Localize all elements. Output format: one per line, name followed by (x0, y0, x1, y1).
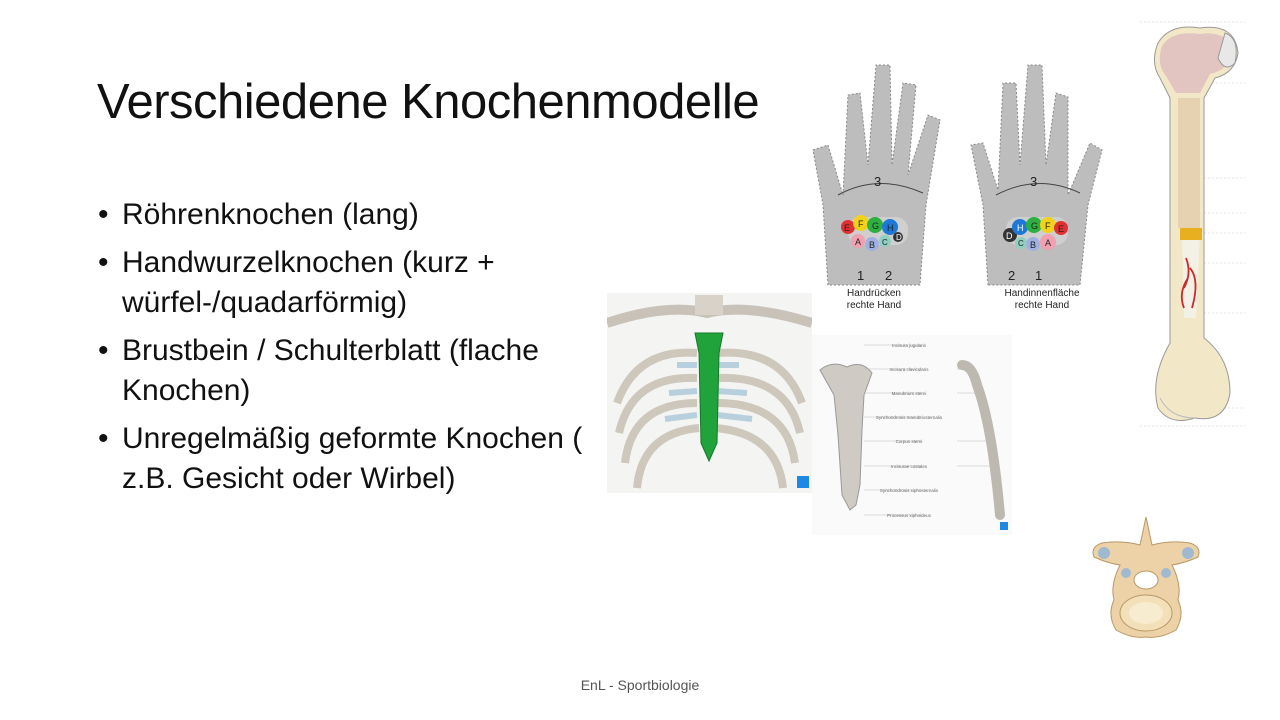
hand-caption: rechte Hand (1014, 300, 1070, 311)
vertebra-image (1090, 515, 1202, 640)
long-bone-image (1140, 18, 1250, 433)
region-number: 1 (1035, 268, 1043, 283)
carpal-letter: G (1031, 221, 1039, 231)
carpal-letter: A (855, 237, 862, 247)
slide-footer: EnL - Sportbiologie (580, 677, 700, 693)
bullet-list (98, 195, 598, 507)
carpal-letter: G (872, 221, 880, 231)
sternum-illustration (812, 335, 1012, 535)
sternum-label: Synchondrosis xiphosternalis (879, 488, 939, 493)
bullet-item: • Brustbein / Schulterblatt (flache Knochen) (98, 331, 598, 411)
sternum-label: Incisura clavicularis (889, 367, 929, 372)
region-number: 3 (874, 174, 882, 189)
sternum-label: Processus xiphoideus (887, 513, 931, 518)
carpal-letter: D (896, 233, 902, 242)
carpal-letter: D (1006, 231, 1013, 241)
region-number: 2 (1008, 268, 1016, 283)
hand-caption: Handrücken (847, 288, 901, 299)
sternum-label: Incisura jugularis (892, 343, 926, 348)
hand-palm-illustration (971, 65, 1102, 311)
hand-bones-image (808, 55, 1108, 315)
carpal-letter: B (1030, 240, 1037, 250)
hand-caption: Handinnenfläche (1004, 288, 1080, 299)
carpal-letter: E (844, 223, 851, 233)
region-number: 1 (857, 268, 865, 283)
region-number: 3 (1030, 174, 1038, 189)
carpal-letter: C (882, 238, 888, 247)
sternum-diagram (812, 335, 1012, 535)
slide-title: Verschiedene Knochenmodelle (97, 75, 760, 129)
carpal-letter: F (1045, 221, 1051, 231)
hand-caption: rechte Hand (846, 300, 902, 311)
sternum-label: Synchondrosis manubriosternalis (875, 415, 943, 420)
carpal-letter: F (858, 219, 864, 229)
carpal-letter: H (887, 223, 894, 233)
region-number: 2 (885, 268, 893, 283)
bullet-item: • Röhrenknochen (lang) (98, 195, 598, 235)
hand-back-illustration (813, 65, 940, 311)
bullet-item: • Unregelmäßig geformte Knochen ( z.B. Gesicht oder Wirbel) (98, 419, 598, 499)
rib-cage-image (607, 293, 812, 493)
carpal-letter: C (1018, 239, 1024, 248)
sternum-label: Incisurae costales (890, 464, 928, 469)
carpal-letter: B (869, 240, 876, 250)
sternum-label: Corpus sterni (895, 439, 923, 444)
carpal-letter: E (1058, 224, 1065, 234)
carpal-letter: H (1017, 223, 1024, 233)
carpal-letter: A (1045, 238, 1052, 248)
sternum-label: Manubrium sterni (891, 391, 927, 396)
bullet-item: • Handwurzelknochen (kurz + würfel-/quadarförmig) (98, 243, 598, 323)
